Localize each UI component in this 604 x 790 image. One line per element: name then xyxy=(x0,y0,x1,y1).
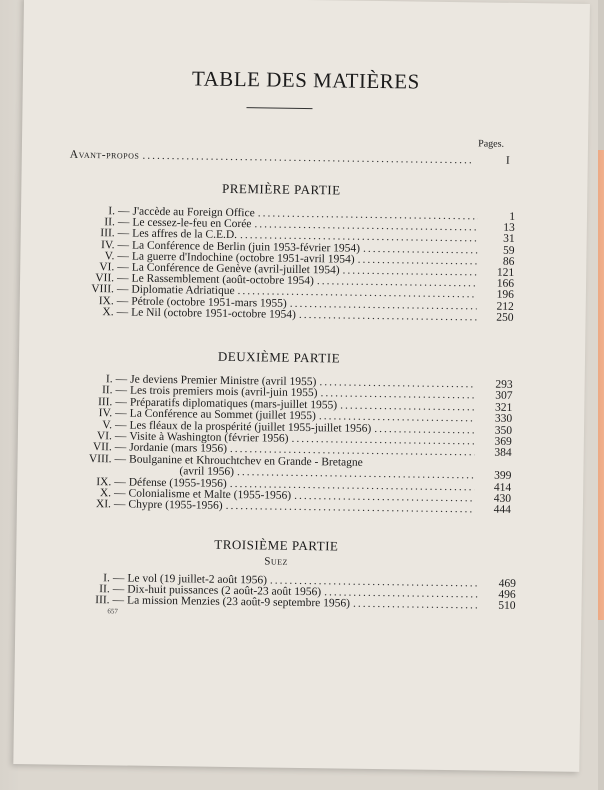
chapter-dash: — xyxy=(113,498,126,511)
chapter-title: Visite à Washington (février 1956) xyxy=(129,430,289,445)
chapter-number: IX. xyxy=(96,475,112,488)
chapter-title: Le Rassemblement (août-octobre 1954) xyxy=(131,272,315,288)
chapter-number: VI. xyxy=(99,261,115,274)
chapter-number: V. xyxy=(102,418,113,431)
chapter-number: I. xyxy=(103,572,110,585)
chapter-dash: — xyxy=(114,487,126,500)
part-title: TROISIÈME PARTIE xyxy=(214,536,339,554)
chapter-dash: — xyxy=(117,250,129,263)
printer-code: 657 xyxy=(107,607,119,616)
avant-propos-label: Avant-propos xyxy=(69,148,140,162)
chapter-dash: — xyxy=(117,216,130,229)
chapter-number: I. xyxy=(105,373,113,386)
chapter-dash: — xyxy=(112,594,125,607)
chapter-title: Jordanie (mars 1956) xyxy=(129,441,228,456)
chapter-dash: — xyxy=(114,418,127,432)
chapter-page: 330 xyxy=(494,412,513,426)
chapter-page: 414 xyxy=(493,481,512,494)
chapter-dash: — xyxy=(112,572,125,585)
chapter-dash: — xyxy=(112,583,125,596)
chapter-title: Colonialisme et Malte (1955-1956) xyxy=(128,487,292,502)
chapter-title: Les fléaux de la prospérité (juillet 1955-juillet 1956) xyxy=(129,419,372,435)
chapter-dash: — xyxy=(117,205,130,218)
chapter-dash: — xyxy=(114,475,126,489)
part-title: DEUXIÈME PARTIE xyxy=(217,348,341,366)
chapter-dash: — xyxy=(115,396,127,409)
chapter-dash: — xyxy=(117,272,129,285)
chapter-page: 430 xyxy=(493,492,512,505)
chapter-dash: — xyxy=(114,441,127,454)
leader-dots xyxy=(226,500,474,515)
chapter-title: Je deviens Premier Ministre (avril 1955) xyxy=(130,373,317,389)
chapter-number: X. xyxy=(99,487,112,500)
chapter-page: 399 xyxy=(494,469,512,483)
chapter-page: 444 xyxy=(493,504,511,517)
book-page xyxy=(13,0,590,772)
chapter-title: Diplomatie Adriatique xyxy=(131,283,235,298)
chapter-title: Le Nil (octobre 1951-octobre 1954) xyxy=(131,306,296,321)
chapter-title: Chypre (1955-1956) xyxy=(128,498,223,513)
chapter-dash: — xyxy=(116,306,129,319)
leader-dots xyxy=(142,150,473,167)
chapter-dash: — xyxy=(114,453,127,466)
chapter-page: 350 xyxy=(494,424,513,437)
indent-spacer xyxy=(71,473,179,475)
chapter-number: VI. xyxy=(96,430,112,443)
chapter-title: Le cessez-le-feu en Corée xyxy=(132,216,252,231)
chapter-page: 510 xyxy=(498,600,516,613)
chapter-page: 250 xyxy=(496,311,514,324)
chapter-number: III. xyxy=(95,594,110,607)
chapter-number: VII. xyxy=(95,272,115,285)
chapter-dash: — xyxy=(116,283,129,296)
avant-propos-row xyxy=(70,149,510,167)
chapter-dash: — xyxy=(116,294,129,308)
chapter-page: 369 xyxy=(494,435,512,448)
leader-dots xyxy=(299,309,477,323)
chapter-title: Préparatifs diplomatiques (mars-juillet 1955) xyxy=(129,396,338,412)
title-rule xyxy=(246,107,312,109)
chapter-title: Pétrole (octobre 1951-mars 1955) xyxy=(131,295,287,310)
chapter-dash: — xyxy=(117,227,130,240)
avant-propos-page: I xyxy=(505,154,510,167)
part-subtitle: Suez xyxy=(264,555,289,568)
chapter-number: XI. xyxy=(95,498,112,511)
chapter-number: II. xyxy=(101,384,113,397)
chapter-number: II. xyxy=(99,583,110,596)
chapter-page: 1 xyxy=(509,210,516,223)
chapter-title: La Conférence de Genève (avril-juillet 1954) xyxy=(131,261,340,277)
chapter-title: Dix-huit puissances (2 août-23 août 1956) xyxy=(127,583,322,599)
chapter-number: IX. xyxy=(98,294,114,307)
chapter-page: 13 xyxy=(503,221,515,235)
chapter-title: Les affres de la C.E.D. xyxy=(132,227,238,242)
chapter-title: La Conférence au Sommet (juillet 1955) xyxy=(129,407,316,423)
chapter-title: J'accède au Foreign Office xyxy=(132,205,255,220)
chapter-dash: — xyxy=(117,238,130,252)
chapter-page: 469 xyxy=(498,577,516,590)
chapter-page: 212 xyxy=(496,300,514,313)
chapter-page: 121 xyxy=(496,266,515,279)
chapter-dash: — xyxy=(117,261,129,274)
chapter-dash: — xyxy=(114,430,127,443)
chapter-number: IV. xyxy=(98,407,113,420)
chapter-page: 321 xyxy=(494,401,513,414)
chapter-page: 196 xyxy=(496,289,514,302)
chapter-number: I. xyxy=(108,205,116,218)
chapter-dash: — xyxy=(115,407,127,420)
chapter-number: VII. xyxy=(92,441,112,454)
chapter-title: La mission Menzies (23 août-9 septembre 1956) xyxy=(127,594,351,611)
chapter-number: IV. xyxy=(100,238,115,251)
chapter-page: 166 xyxy=(496,277,515,291)
pages-column-label: Pages. xyxy=(478,138,505,150)
chapter-number: III. xyxy=(100,227,115,240)
chapter-number: III. xyxy=(97,395,113,409)
chapter-title: Défense (1955-1956) xyxy=(128,476,227,490)
chapter-page: 307 xyxy=(495,390,513,403)
chapter-title: Boulganine et Khrouchtchev en Grande - Bretagne xyxy=(128,453,363,469)
chapter-dash: — xyxy=(115,373,128,386)
chapter-page: 31 xyxy=(503,233,515,246)
chapter-title: La Conférence de Berlin (juin 1953-février 1954) xyxy=(131,239,361,255)
chapter-number: V. xyxy=(104,249,115,263)
page-title: TABLE DES MATIÈRES xyxy=(191,66,420,94)
chapter-number: X. xyxy=(102,305,114,319)
chapter-page: 384 xyxy=(494,447,512,460)
chapter-number: VIII. xyxy=(91,283,115,296)
chapter-page: 59 xyxy=(502,244,515,257)
chapter-page: 496 xyxy=(498,588,516,602)
chapter-number: II. xyxy=(104,216,115,229)
chapter-title: Les trois premiers mois (avril-juin 1955) xyxy=(129,384,318,400)
part-title: PREMIÈRE PARTIE xyxy=(221,180,341,198)
chapter-title: Le vol (19 juillet-2 août 1956) xyxy=(127,572,268,587)
chapter-page: 86 xyxy=(502,255,515,268)
chapter-page: 293 xyxy=(495,378,513,391)
chapter-number: VIII. xyxy=(88,452,112,466)
chapter-title-continuation: (avril 1956) xyxy=(179,465,235,479)
chapter-dash: — xyxy=(115,384,128,397)
chapter-title: La guerre d'Indochine (octobre 1951-avril 1954) xyxy=(131,250,355,266)
leader-dots xyxy=(353,598,479,612)
